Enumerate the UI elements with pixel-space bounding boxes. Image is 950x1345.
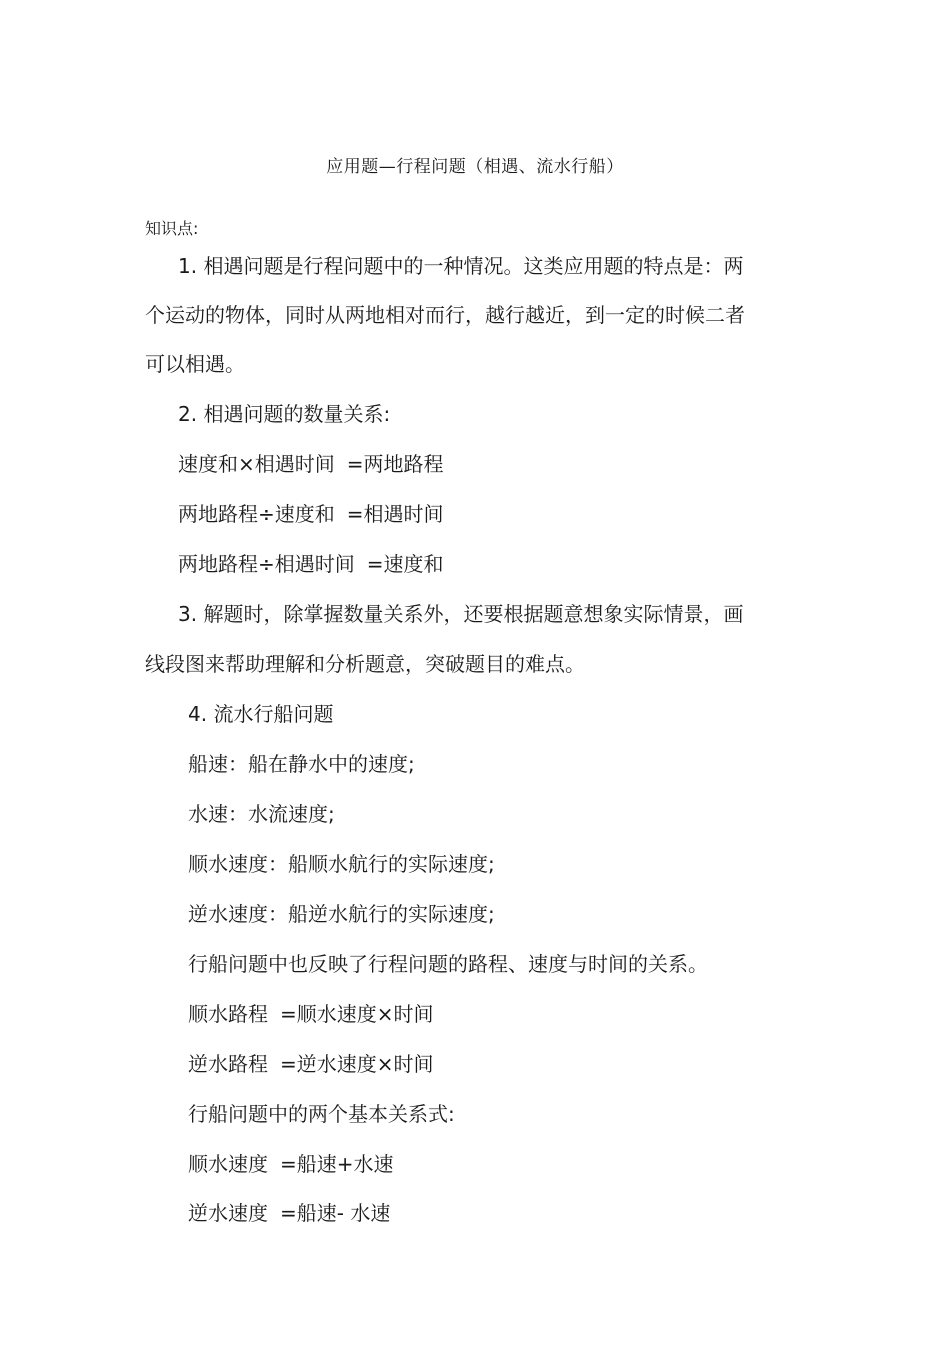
p3-line2: 线段图来帮助理解和分析题意，突破题目的难点。 [145, 652, 585, 676]
definition-downstream-speed: 顺水速度：船顺水航行的实际速度; [188, 852, 495, 876]
definition-upstream-speed: 逆水速度：船逆水航行的实际速度; [188, 902, 495, 926]
p4-heading: 4. 流水行船问题 [188, 702, 334, 726]
relation-1-left: 顺水路程 [188, 1002, 268, 1026]
document-title: 应用题—行程问题（相遇、流水行船） [326, 157, 624, 177]
basic-relation-downstream [188, 1152, 394, 1176]
p1-line2: 个运动的物体，同时从两地相对而行，越行越近，到一定的时候二者 [145, 303, 745, 327]
relation-1-right: =顺水速度×时间 [280, 1002, 434, 1026]
formula-3-right: =速度和 [366, 552, 444, 576]
basic-relations-heading: 行船问题中的两个基本关系式: [188, 1102, 455, 1126]
formula-2 [178, 502, 444, 526]
definition-boat-speed: 船速：船在静水中的速度; [188, 752, 415, 776]
relation-2-right: =逆水速度×时间 [280, 1052, 434, 1076]
basic-2-right: =船速- 水速 [280, 1201, 391, 1225]
p3-line1: 3. 解题时，除掌握数量关系外，还要根据题意想象实际情景，画 [178, 602, 744, 626]
relation-upstream-distance [188, 1052, 434, 1076]
relation-downstream-distance [188, 1002, 434, 1026]
basic-2-left: 逆水速度 [188, 1201, 268, 1225]
relation-2-left: 逆水路程 [188, 1052, 268, 1076]
formula-1-right: =两地路程 [346, 452, 444, 476]
basic-relation-upstream [188, 1201, 390, 1225]
p2-heading: 2. 相遇问题的数量关系: [178, 402, 391, 426]
relationship-note: 行船问题中也反映了行程问题的路程、速度与时间的关系。 [188, 952, 708, 976]
formula-2-right: =相遇时间 [346, 502, 444, 526]
formula-3-left: 两地路程÷相遇时间 [178, 552, 355, 576]
p1-line1: 1. 相遇问题是行程问题中的一种情况。这类应用题的特点是：两 [178, 254, 744, 278]
formula-1 [178, 452, 444, 476]
formula-2-left: 两地路程÷速度和 [178, 502, 335, 526]
section-label: 知识点: [145, 219, 199, 238]
formula-1-left: 速度和×相遇时间 [178, 452, 335, 476]
definition-water-speed: 水速：水流速度; [188, 802, 335, 826]
formula-3 [178, 552, 444, 576]
basic-1-left: 顺水速度 [188, 1152, 268, 1176]
p1-line3: 可以相遇。 [145, 352, 245, 376]
basic-1-right: =船速+水速 [280, 1152, 394, 1176]
